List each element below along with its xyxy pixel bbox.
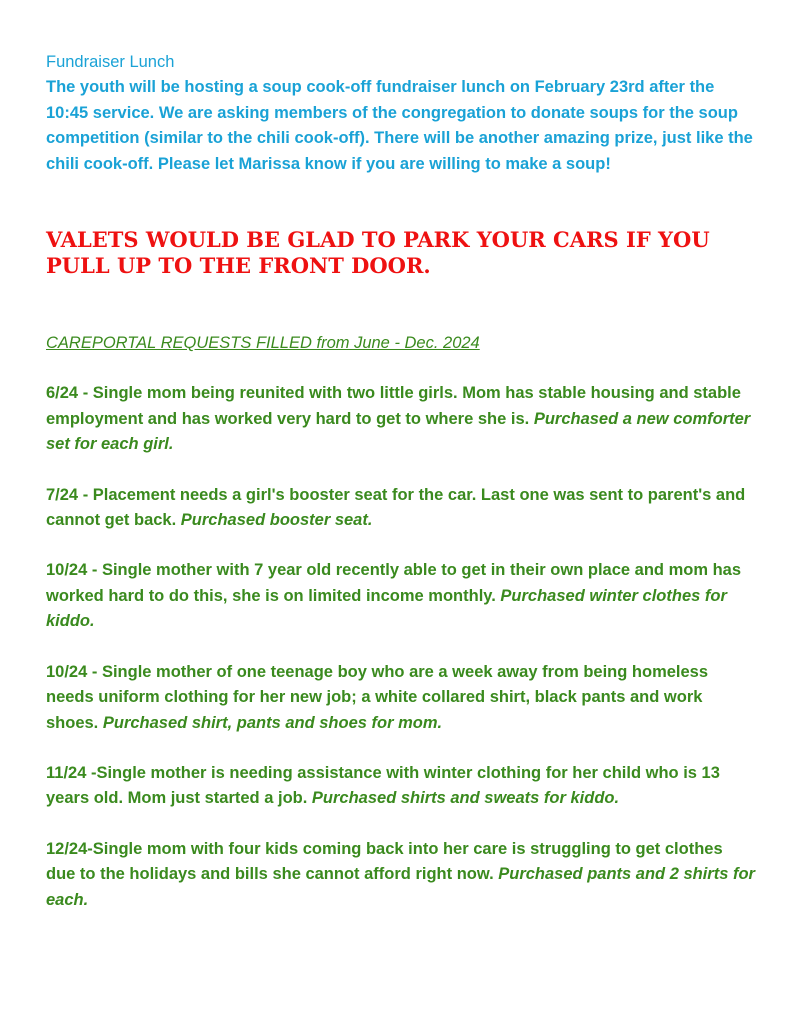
careportal-title: CAREPORTAL REQUESTS FILLED from June - Dec. 2024	[46, 334, 480, 353]
request-description: 7/24 - Placement needs a girl's booster seat for the car. Last one was sent to parent's and cannot get back.	[46, 485, 746, 530]
fundraiser-section	[46, 50, 756, 177]
request-result: Purchased shirts and sweats for kiddo.	[311, 789, 620, 808]
valet-notice-line-2: PULL UP TO THE FRONT DOOR.	[46, 253, 431, 279]
request-result: Purchased a new comforter set for each girl.	[46, 409, 751, 454]
request-result: Purchased shirt, pants and shoes for mom.	[102, 713, 443, 732]
valet-notice	[46, 227, 746, 279]
request-description: 12/24-Single mom with four kids coming back into her care is struggling to get clothes due to the holidays and bills she cannot afford right now.	[46, 839, 723, 884]
request-description: 11/24 -Single mother is needing assistance with winter clothing for her child who is 13 years old. Mom just started a job.	[46, 763, 720, 808]
request-item	[46, 660, 756, 736]
request-item	[46, 558, 756, 634]
request-description: 10/24 - Single mother with 7 year old recently able to get in their own place and mom has worked hard to do this, she is on limited income monthly.	[46, 561, 742, 605]
request-item	[46, 381, 756, 457]
request-item	[46, 761, 756, 812]
document-page	[46, 50, 756, 913]
request-result: Purchased pants and 2 shirts for each.	[46, 865, 755, 909]
request-item	[46, 837, 756, 913]
fundraiser-body: The youth will be hosting a soup cook-off fundraiser lunch on February 23rd after the 10:45 service. We are asking members of the congregation to donate soups for the soup competition (similar to the chili cook-off). There will be another amazing prize, just like the chili cook-off. Please let Marissa know if you are willing to make a soup!	[46, 78, 753, 173]
valet-notice-line-1: VALETS WOULD BE GLAD TO PARK YOUR CARS IF YOU	[46, 227, 710, 253]
request-result: Purchased winter clothes for kiddo.	[46, 586, 727, 631]
request-description: 10/24 - Single mother of one teenage boy who are a week away from being homeless needs uniform clothing for her new job; a white collared shirt, black pants and work shoes.	[46, 662, 709, 732]
request-description: 6/24 - Single mom being reunited with two little girls. Mom has stable housing and stable employment and has worked very hard to get to where she is.	[46, 384, 741, 428]
request-item	[46, 483, 756, 534]
request-result: Purchased booster seat.	[180, 511, 373, 530]
fundraiser-heading: Fundraiser Lunch	[46, 53, 175, 71]
careportal-section	[46, 331, 756, 913]
